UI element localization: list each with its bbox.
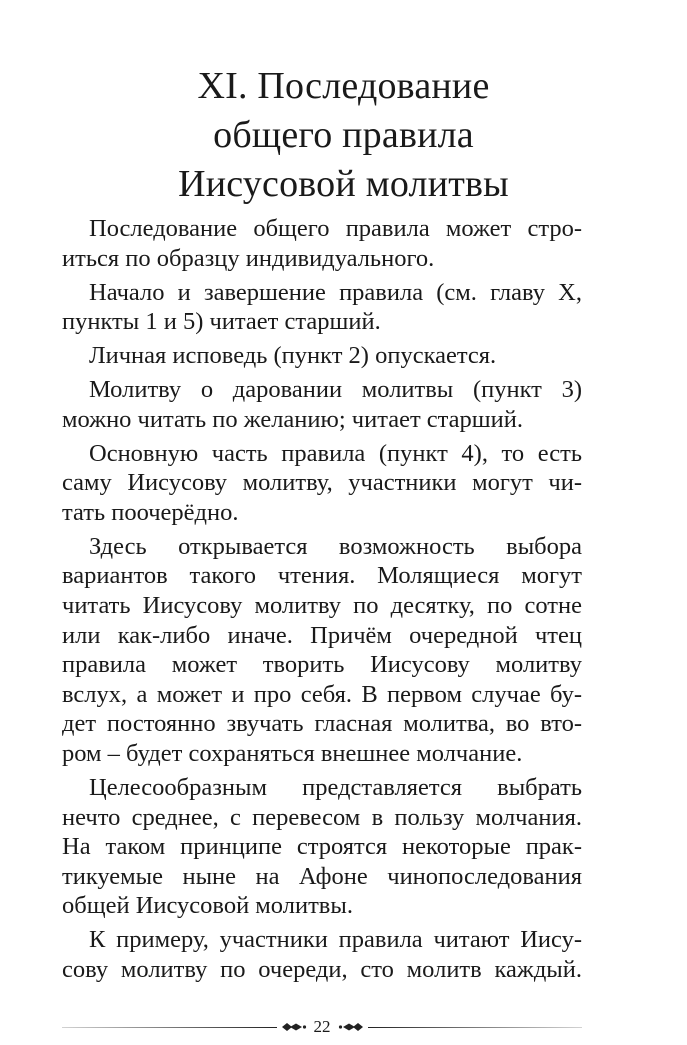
paragraph <box>62 439 582 528</box>
text-line: вариантов такого чтения. Молящиеся могут <box>62 562 582 590</box>
paragraph <box>62 773 582 921</box>
text-line: можно читать по желанию; читает старший. <box>62 405 524 433</box>
text-line: сову молитву по очереди, сто молитв каждый. <box>62 955 582 983</box>
paragraph <box>62 214 582 273</box>
text-line: Личная исповедь (пункт 2) опускается. <box>89 342 497 370</box>
text-line: Последование общего правила может стро- <box>89 215 582 242</box>
text-line: К примеру, участники правила читают Иису- <box>89 926 582 954</box>
text-line: или как-либо иначе. Причём очередной чтец <box>62 621 582 649</box>
paragraph <box>62 278 582 337</box>
text-line: Молитву о даровании молитвы (пункт 3) <box>89 376 582 404</box>
paragraph <box>62 532 582 769</box>
text-line: Целесообразным представляется выбрать <box>89 774 582 802</box>
chapter-title-line: Иисусовой молитвы <box>178 163 509 205</box>
text-line: тикуемые ныне на Афоне чинопоследования <box>62 862 582 890</box>
text-line: Начало и завершение правила (см. главу X, <box>89 278 582 306</box>
text-line: иться по образцу индивидуального. <box>62 244 435 272</box>
diamond-ornament-icon <box>338 1022 364 1032</box>
text-line: Здесь открывается возможность выбора <box>89 532 582 560</box>
page-number: 22 <box>313 1017 331 1036</box>
paragraph <box>62 925 582 984</box>
text-line: вслух, а может и про себя. В первом случае бу- <box>62 680 582 708</box>
text-line: правила может творить Иисусову молитву <box>62 651 582 679</box>
diamond-ornament-icon <box>281 1022 307 1032</box>
text-line: тать поочерёдно. <box>62 498 239 526</box>
text-line: саму Иисусову молитву, участники могут чи- <box>62 469 582 497</box>
text-line: общей Иисусовой молитвы. <box>62 892 353 920</box>
page-footer <box>62 1016 582 1038</box>
text-line: ром – будет сохраняться внешнее молчание. <box>62 740 523 768</box>
footer-rule-right <box>368 1027 583 1028</box>
text-line: пункты 1 и 5) читает старший. <box>62 308 381 336</box>
footer-rule-left <box>62 1027 277 1028</box>
text-line: нечто среднее, с перевесом в пользу молчания. <box>62 803 582 831</box>
chapter-title-line: XI. Последование <box>197 65 490 107</box>
text-line: Основную часть правила (пункт 4), то есть <box>89 439 582 467</box>
paragraph <box>62 375 582 434</box>
text-line: читать Иисусову молитву по десятку, по сотне <box>62 592 582 620</box>
chapter-title-line: общего правила <box>213 114 474 156</box>
text-line: На таком принципе строятся некоторые прак- <box>62 833 582 861</box>
paragraph <box>62 341 582 371</box>
chapter-title <box>0 62 687 209</box>
text-line: дет постоянно звучать гласная молитва, во вто- <box>62 710 582 738</box>
body-text <box>62 214 582 989</box>
